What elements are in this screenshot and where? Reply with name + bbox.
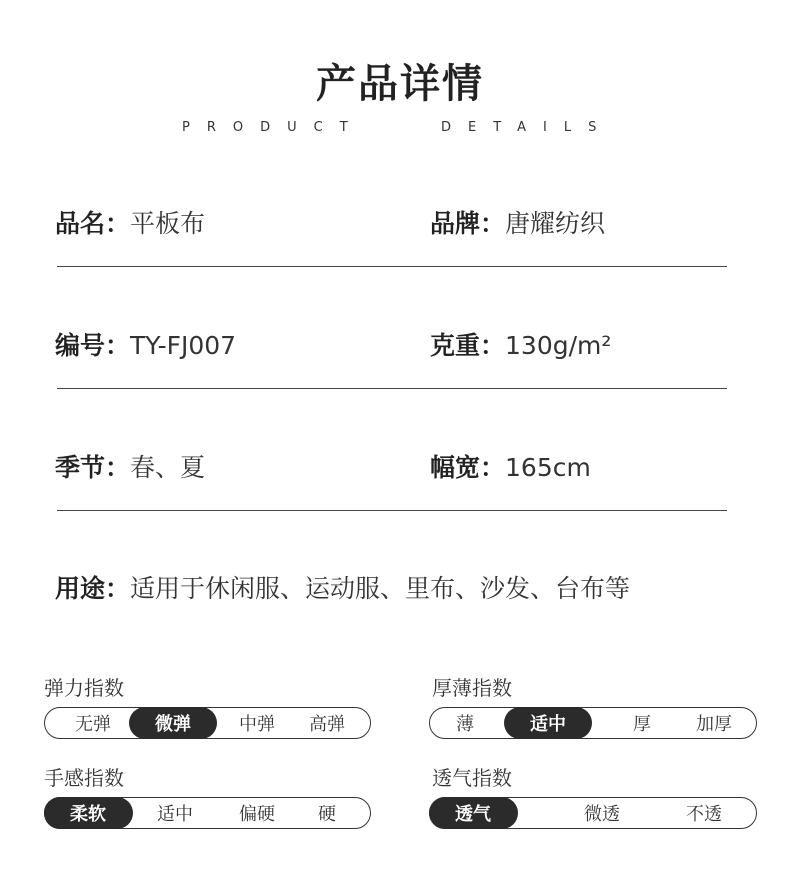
spec-weight xyxy=(430,326,611,362)
divider xyxy=(57,510,727,511)
hand-feel-option-moderate: 适中 xyxy=(157,804,193,825)
spec-code-key: 编号： xyxy=(55,331,131,360)
spec-width-value: 165cm xyxy=(505,453,591,482)
elasticity-option-medium: 中弹 xyxy=(239,714,275,735)
spec-code xyxy=(55,326,236,362)
thickness-label: 厚薄指数 xyxy=(432,676,512,700)
spec-brand-value: 唐耀纺织 xyxy=(505,209,606,238)
thickness-option-thick: 厚 xyxy=(633,714,651,735)
spec-weight-value: 130g/m² xyxy=(505,331,612,360)
thickness-option-extra-thick: 加厚 xyxy=(696,714,732,735)
page-title: 产品详情 xyxy=(316,61,484,107)
breathability-scale xyxy=(429,797,757,829)
hand-feel-option-stiff: 硬 xyxy=(318,804,336,825)
breathability-option-slight: 微透 xyxy=(584,804,620,825)
page-subtitle-product: PRODUCT xyxy=(182,120,365,135)
divider xyxy=(57,266,727,267)
elasticity-label: 弹力指数 xyxy=(44,676,124,700)
hand-feel-option-soft-selected: 柔软 xyxy=(44,797,133,829)
spec-usage-key: 用途： xyxy=(55,574,131,603)
breathability-label: 透气指数 xyxy=(432,766,512,790)
elasticity-scale xyxy=(44,707,371,739)
spec-name xyxy=(55,204,205,240)
spec-width xyxy=(430,448,591,484)
thickness-option-moderate-selected: 适中 xyxy=(504,707,592,739)
spec-season-value: 春、夏 xyxy=(130,453,206,482)
hand-feel-label: 手感指数 xyxy=(44,766,124,790)
spec-weight-key: 克重： xyxy=(430,331,506,360)
breathability-option-breathable-selected: 透气 xyxy=(429,797,518,829)
spec-season-key: 季节： xyxy=(55,453,131,482)
thickness-option-thin: 薄 xyxy=(456,714,474,735)
spec-season xyxy=(55,448,205,484)
elasticity-option-high: 高弹 xyxy=(309,714,345,735)
spec-brand-key: 品牌： xyxy=(430,209,506,238)
spec-usage xyxy=(55,569,630,605)
spec-name-key: 品名： xyxy=(55,209,131,238)
hand-feel-option-stiffish: 偏硬 xyxy=(239,804,275,825)
elasticity-option-none: 无弹 xyxy=(75,714,111,735)
spec-name-value: 平板布 xyxy=(130,209,206,238)
elasticity-option-slight-selected: 微弹 xyxy=(129,707,217,739)
breathability-option-none: 不透 xyxy=(686,804,722,825)
hand-feel-scale xyxy=(44,797,371,829)
divider xyxy=(57,388,727,389)
spec-width-key: 幅宽： xyxy=(430,453,506,482)
thickness-scale xyxy=(429,707,757,739)
spec-usage-value: 适用于休闲服、运动服、里布、沙发、台布等 xyxy=(130,574,631,603)
spec-brand xyxy=(430,204,605,240)
spec-code-value: TY-FJ007 xyxy=(130,331,237,360)
page-subtitle-details: DETAILS xyxy=(441,120,614,135)
